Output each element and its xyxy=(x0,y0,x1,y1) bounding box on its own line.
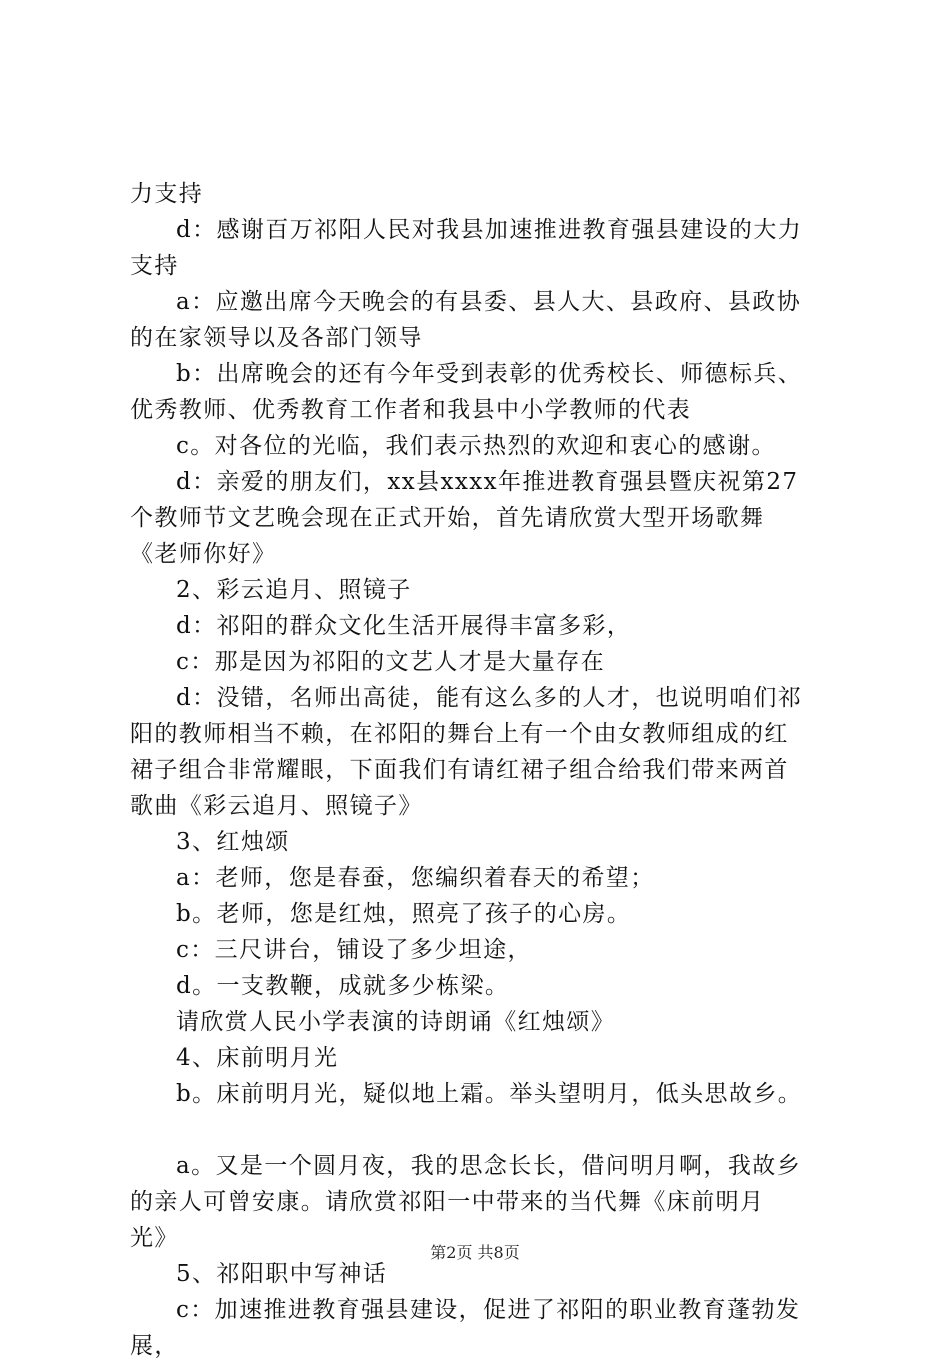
text-line: 优秀教师、优秀教育工作者和我县中小学教师的代表 xyxy=(130,397,692,423)
section-heading: 4、床前明月光 xyxy=(176,1045,339,1071)
text-line: c：那是因为祁阳的文艺人才是大量存在 xyxy=(176,649,606,675)
text-line: 的在家领导以及各部门领导 xyxy=(130,325,423,351)
text-line: 裙子组合非常耀眼，下面我们有请红裙子组合给我们带来两首 xyxy=(130,757,789,783)
text-line: 个教师节文艺晚会现在正式开始，首先请欣赏大型开场歌舞 xyxy=(130,505,765,531)
text-line: 的亲人可曾安康。请欣赏祁阳一中带来的当代舞《床前明月 xyxy=(130,1189,765,1215)
text-line: 请欣赏人民小学表演的诗朗诵《红烛颂》 xyxy=(176,1009,616,1035)
text-line: c：三尺讲台，铺设了多少坦途， xyxy=(176,937,532,963)
text-line: b。老师，您是红烛，照亮了孩子的心房。 xyxy=(176,901,632,927)
text-line: 歌曲《彩云追月、照镜子》 xyxy=(130,793,423,819)
text-line: d：感谢百万祁阳人民对我县加速推进教育强县建设的大力 xyxy=(176,217,803,243)
text-line: 阳的教师相当不赖，在祁阳的舞台上有一个由女教师组成的红 xyxy=(130,721,789,747)
text-line: c。对各位的光临，我们表示热烈的欢迎和衷心的感谢。 xyxy=(176,433,776,459)
text-line: d。一支教鞭，成就多少栋梁。 xyxy=(176,973,510,999)
text-line: a：老师，您是春蚕，您编织着春天的希望； xyxy=(176,865,655,891)
text-line: a：应邀出席今天晚会的有县委、县人大、县政府、县政协 xyxy=(176,289,802,315)
text-line: b：出席晚会的还有今年受到表彰的优秀校长、师德标兵、 xyxy=(176,361,803,387)
text-line: a。又是一个圆月夜，我的思念长长，借问明月啊，我故乡 xyxy=(176,1153,802,1179)
text-line: d：祁阳的群众文化生活开展得丰富多彩， xyxy=(176,613,632,639)
text-line: 力支持 xyxy=(130,181,204,207)
text-line: b。床前明月光，疑似地上霜。举头望明月，低头思故乡。 xyxy=(176,1081,803,1107)
section-heading: 3、红烛颂 xyxy=(176,829,290,855)
page-number-footer: 第2页 共8页 xyxy=(430,1243,520,1262)
text-line: 《老师你好》 xyxy=(130,541,277,567)
section-heading: 5、祁阳职中写神话 xyxy=(176,1261,388,1287)
text-line: 光》 xyxy=(130,1225,179,1251)
text-line: 展， xyxy=(130,1333,179,1359)
section-heading: 2、彩云追月、照镜子 xyxy=(176,577,412,603)
document-body xyxy=(130,176,834,1364)
blank-line xyxy=(130,1112,834,1148)
text-line: c：加速推进教育强县建设，促进了祁阳的职业教育蓬勃发 xyxy=(176,1297,801,1323)
text-line: 支持 xyxy=(130,253,179,279)
text-line: d：没错，名师出高徒，能有这么多的人才，也说明咱们祁 xyxy=(176,685,803,711)
text-line: d：亲爱的朋友们，xx县xxxx年推进教育强县暨庆祝第27 xyxy=(176,469,799,495)
